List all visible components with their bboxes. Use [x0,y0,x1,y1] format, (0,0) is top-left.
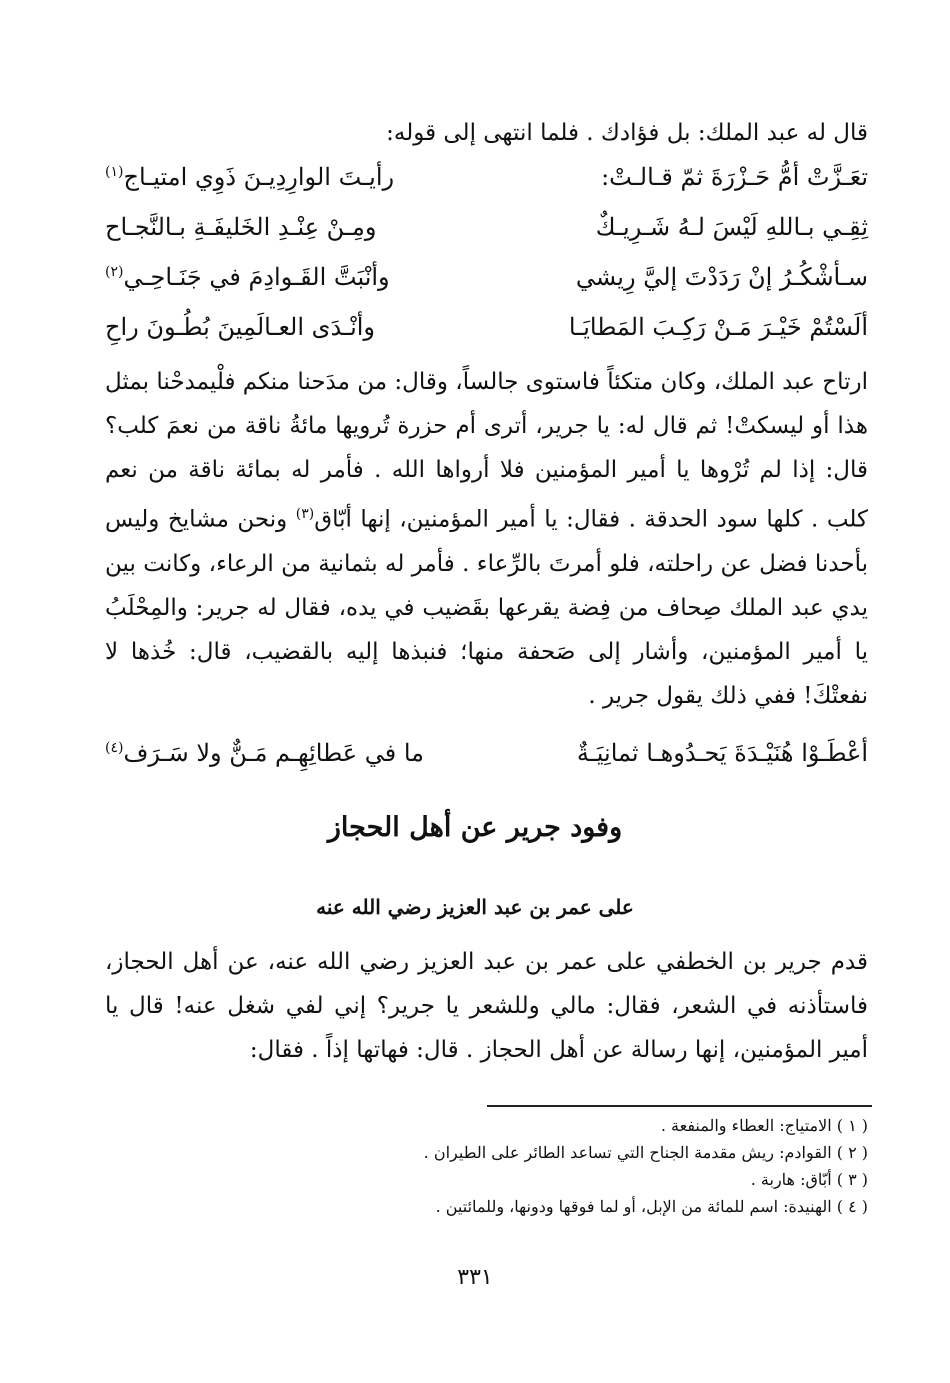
footnote-ref: (١) [105,164,124,180]
verse-second-hemistich: ما في عَطائِهِـم مَـنٌّ ولا سَـرَف$^{(٤)}$ [105,739,425,767]
footnote-3: ( ٣ ) أبّاق: هاربة . [750,1170,868,1189]
page-number: ٣٣١ [457,1265,493,1290]
poem-verse-2 [105,202,868,252]
verse-second-hemistich: رأيـتَ الوارِدِيـنَ ذَوِي امتيـاج$^{(١)}$ [105,163,395,191]
verse-second-hemistich: وأنْـدَى العـالَمِينَ بُطُـونَ راحِ [105,313,376,341]
footnote-1: ( ١ ) الامتياج: العطاء والمنفعة . [660,1116,868,1135]
footnote-2: ( ٢ ) القوادم: ريش مقدمة الجناح التي تساعد الطائر على الطيران . [423,1143,868,1162]
poem-verse-4 [105,302,868,352]
verse-first-hemistich: تعَـزَّتْ أمُّ حَـزْرَةَ ثمّ قـالـتْ: [601,163,868,191]
footnotes [105,1112,868,1220]
paragraph-1: ارتاح عبد الملك، وكان متكئاً فاستوى جالساً، وقال: من مدَحنا منكم فلْيمدحْنا بمثل هذا أو ليسكتْ! ثم قال له: يا جرير، أترى أم حزرة تُرويها مائةُ ناقة من نعمَ كلب؟ قال: إذا لم تُرْوها يا أمير المؤمنين فلا أرواها الله . فأمر له بمائة ناقة من نعم كلب . كلها سود الحدقة . فقال: يا أمير المؤمنين، إنها أبّاق$^{(٣)}$ ونحن مشايخ وليس بأحدنا فضل عن راحلته، فلو أمرتَ بالرِّعاء . فأمر له بثمانية من الرعاء، وكانت بين يدي عبد الملك صِحاف من فِضة يقرعها بقَضيب في يده، فقال له جرير: والمِحْلَبُ يا أمير المؤمنين، وأشار إلى صَحفة منها؛ فنبذها إليه بالقضيب، قال: خُذها لا نفعتْكَ! ففي ذلك يقول جرير . [105,369,868,709]
footnote-ref: (٤) [105,740,124,756]
section-heading: وفود جرير عن أهل الحجاز [327,812,623,843]
poem [105,152,868,352]
footnote-ref: (٣) [295,506,315,522]
poem-verse-1 [105,152,868,202]
verse-first-hemistich: ألَسْتُمْ خَيْـرَ مَـنْ رَكِـبَ المَطايَـا [568,313,868,341]
single-verse [105,728,868,778]
paragraph-2: قدم جرير بن الخطفي على عمر بن عبد العزيز رضي الله عنه، عن أهل الحجاز، فاستأذنه في الشعر، فقال: مالي وللشعر يا جرير؟ إني لفي شغل عنه! قال يا أمير المؤمنين، إنها رسالة عن أهل الحجاز . قال: فهاتها إذاً . فقال: [105,949,868,1063]
verse-second-hemistich: ومِـنْ عِنْـدِ الخَليفَـةِ بـالنَّجـاح [105,213,377,241]
verse-first-hemistich: سـأشْكُـرُ إنْ رَدَدْتَ إليَّ رِيشي [575,263,868,291]
verse-first-hemistich: أعْطَـوْا هُنَيْـدَةَ يَحـدُوهـا ثمانِيَـةٌ [576,739,868,767]
section-subheading: على عمر بن عبد العزيز رضي الله عنه [316,895,634,919]
intro-line: قال له عبد الملك: بل فؤادك . فلما انتهى إلى قوله: [386,120,868,146]
verse-second-hemistich: وأنْبَتَّ القَـوادِمَ في جَنَـاحِـي$^{(٢)}$ [105,263,390,291]
footnote-divider [487,1105,872,1107]
footnote-4: ( ٤ ) الهنيدة: اسم للمائة من الإبل، أو لما فوقها ودونها، وللمائتين . [435,1197,868,1216]
footnote-ref: (٢) [105,264,124,280]
poem-verse-3 [105,252,868,302]
verse-first-hemistich: ثِقِـي بـاللهِ لَيْسَ لـهُ شَـرِيـكٌ [595,213,868,241]
